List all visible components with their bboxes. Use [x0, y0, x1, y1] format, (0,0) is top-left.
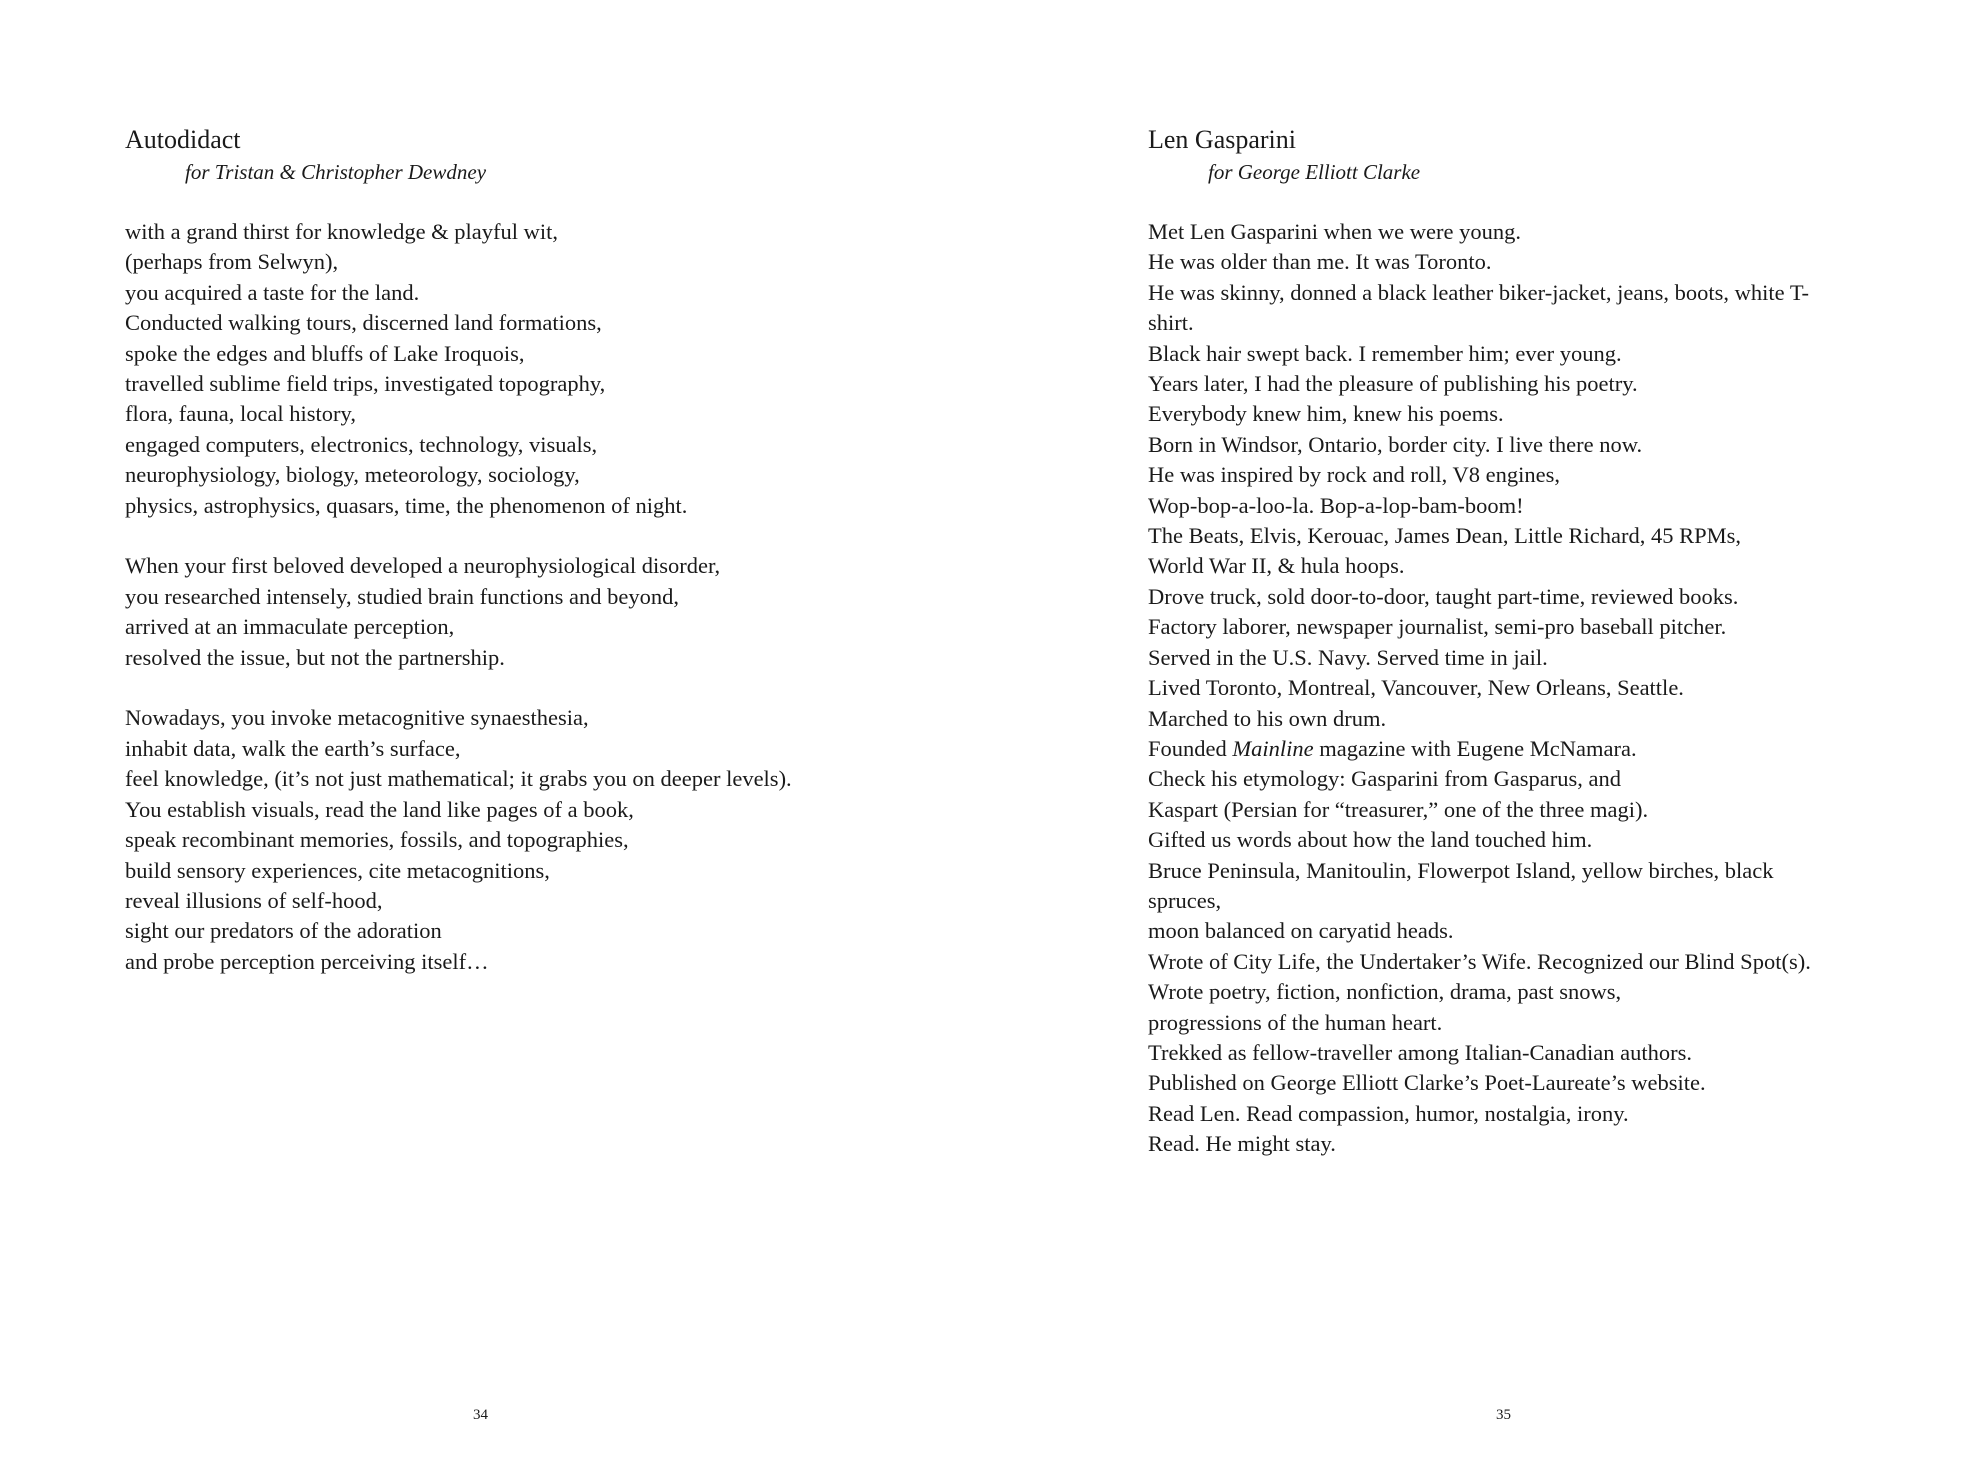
poem-line: Everybody knew him, knew his poems.: [1148, 401, 1504, 427]
poem-line: inhabit data, walk the earth’s surface,: [125, 735, 461, 761]
poem-line: Met Len Gasparini when we were young.: [1148, 219, 1522, 244]
page-number: 34: [473, 1407, 488, 1423]
poem-line: Conducted walking tours, discerned land formations,: [125, 310, 602, 336]
poem-line: arrived at an immaculate perception,: [125, 614, 455, 640]
poem-line: build sensory experiences, cite metacognitions,: [125, 857, 550, 883]
poem-line: The Beats, Elvis, Kerouac, James Dean, Little Richard, 45 RPMs,: [1148, 523, 1741, 549]
poem-line: You establish visuals, read the land like pages of a book,: [125, 796, 634, 822]
poem-line: Drove truck, sold door-to-door, taught part-time, reviewed books.: [1148, 583, 1739, 609]
page-number: 35: [1496, 1407, 1511, 1423]
poem-line: Kaspart (Persian for “treasurer,” one of the three magi).: [1148, 796, 1649, 822]
poem-line: flora, fauna, local history,: [125, 401, 356, 427]
poem-line: reveal illusions of self-hood,: [125, 887, 383, 913]
poem-line: When your first beloved developed a neurophysiological disorder,: [125, 553, 721, 579]
poem-line: you researched intensely, studied brain functions and beyond,: [125, 583, 680, 609]
poem-body: [125, 217, 792, 1008]
poem-line-mainline: [1148, 734, 1811, 764]
poem-line: progressions of the human heart.: [1148, 1009, 1443, 1035]
poem-line: spruces,: [1148, 887, 1222, 913]
poem-title-autodidact: Autodidact: [125, 125, 241, 154]
poem-line: He was older than me. It was Toronto.: [1148, 249, 1492, 275]
poem-line: Check his etymology: Gasparini from Gasparus, and: [1148, 766, 1622, 792]
poem-line: Wop-bop-a-loo-la. Bop-a-lop-bam-boom!: [1148, 492, 1524, 518]
poem-line: travelled sublime field trips, investigated topography,: [125, 371, 606, 397]
magazine-title: Mainline: [1232, 735, 1314, 761]
stanza-1: [1148, 217, 1811, 1160]
stanza-2: [125, 551, 792, 673]
poem-line: Bruce Peninsula, Manitoulin, Flowerpot Island, yellow birches, black: [1148, 857, 1774, 883]
poem-line: Years later, I had the pleasure of publishing his poetry.: [1148, 371, 1638, 397]
poem-line: World War II, & hula hoops.: [1148, 553, 1405, 579]
poem-line: Read. He might stay.: [1148, 1131, 1336, 1157]
poem-line: Marched to his own drum.: [1148, 705, 1387, 731]
poem-line: Factory laborer, newspaper journalist, semi-pro baseball pitcher.: [1148, 614, 1727, 640]
poem-line: Trekked as fellow-traveller among Italian-Canadian authors.: [1148, 1039, 1692, 1065]
poem-line: Wrote poetry, fiction, nonfiction, drama, past snows,: [1148, 979, 1622, 1005]
stanza-3: [125, 703, 792, 977]
poem-line: neurophysiology, biology, meteorology, sociology,: [125, 462, 580, 488]
poem-line: Served in the U.S. Navy. Served time in jail.: [1148, 644, 1548, 670]
right-page: [1148, 0, 1970, 1476]
poem-line: He was inspired by rock and roll, V8 engines,: [1148, 462, 1560, 488]
poem-line: (perhaps from Selwyn),: [125, 249, 339, 275]
poem-line: speak recombinant memories, fossils, and topographies,: [125, 827, 629, 853]
left-page: [125, 0, 985, 1476]
poem-line: physics, astrophysics, quasars, time, the phenomenon of night.: [125, 492, 688, 518]
poem-dedication: for Tristan & Christopher Dewdney: [185, 160, 487, 184]
poem-line: sight our predators of the adoration: [125, 918, 442, 944]
poem-line: feel knowledge, (it’s not just mathematical; it grabs you on deeper levels).: [125, 766, 792, 792]
poem-line: Black hair swept back. I remember him; ever young.: [1148, 340, 1622, 366]
line-text: Founded: [1148, 735, 1233, 761]
poem-line: you acquired a taste for the land.: [125, 279, 420, 305]
poem-title-len-gasparini: Len Gasparini: [1148, 125, 1297, 154]
poem-line: with a grand thirst for knowledge & playful wit,: [125, 219, 559, 244]
poem-line: Read Len. Read compassion, humor, nostalgia, irony.: [1148, 1100, 1629, 1126]
poem-line: Lived Toronto, Montreal, Vancouver, New Orleans, Seattle.: [1148, 675, 1684, 701]
poem-line: resolved the issue, but not the partnership.: [125, 644, 505, 670]
poem-line: Nowadays, you invoke metacognitive synaesthesia,: [125, 705, 589, 731]
poem-line: and probe perception perceiving itself…: [125, 948, 489, 974]
poem-line: Wrote of City Life, the Undertaker’s Wife. Recognized our Blind Spot(s).: [1148, 948, 1811, 974]
poem-line: He was skinny, donned a black leather biker-jacket, jeans, boots, white T-: [1148, 279, 1810, 305]
poem-line: moon balanced on caryatid heads.: [1148, 918, 1454, 944]
poem-line: Published on George Elliott Clarke’s Poet-Laureate’s website.: [1148, 1070, 1706, 1096]
poem-body: [1148, 217, 1811, 1190]
poem-line: shirt.: [1148, 310, 1194, 336]
poem-dedication: for George Elliott Clarke: [1208, 160, 1421, 184]
poem-line: engaged computers, electronics, technology, visuals,: [125, 431, 598, 457]
poem-line: Born in Windsor, Ontario, border city. I live there now.: [1148, 431, 1643, 457]
stanza-1: [125, 217, 792, 521]
poem-line: Gifted us words about how the land touched him.: [1148, 827, 1593, 853]
poem-line: spoke the edges and bluffs of Lake Iroquois,: [125, 340, 525, 366]
line-text: magazine with Eugene McNamara.: [1313, 735, 1637, 761]
